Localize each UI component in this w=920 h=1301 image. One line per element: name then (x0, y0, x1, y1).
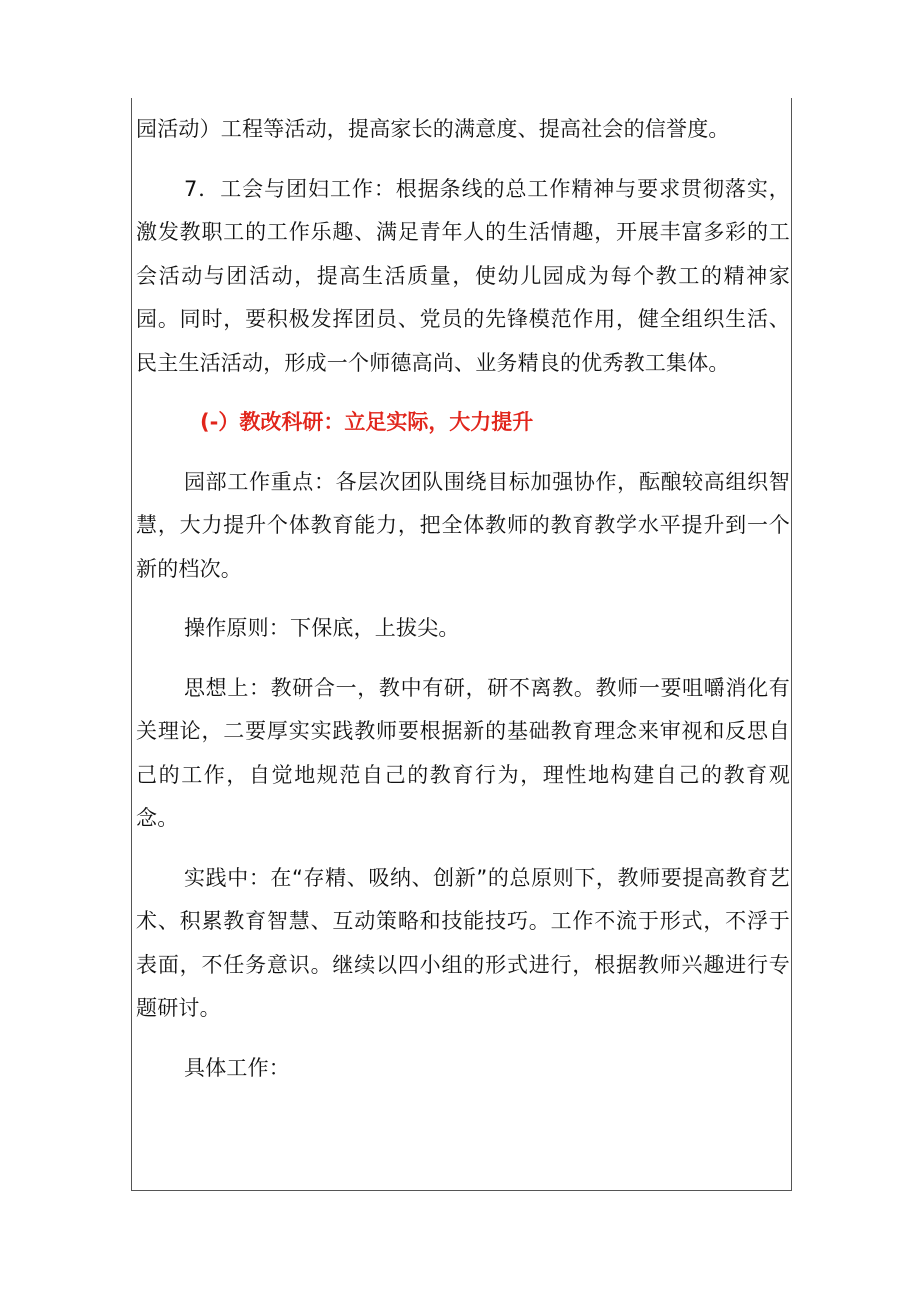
paragraph-principle: 操作原则：下保底，上拔尖。 (184, 616, 460, 640)
paragraph-work-focus: 园部工作重点：各层次团队围绕目标加强协作，酝酿较高组织智慧，大力提升个体教育能力，把全体教师的教育教学水平提升到一个新的档次。 (136, 469, 790, 581)
paragraph-union-work: 7．工会与团妇工作：根据条线的总工作精神与要求贯彻落实，激发教职工的工作乐趣、满足青年人的生活情趣，开展丰富多彩的工会活动与团活动，提高生活质量，使幼儿园成为每个教工的精神家园。同时，要积极发挥团员、党员的先锋模范作用，健全组织生活、民主生活活动，形成一个师德高尚、业务精良的优秀教工集体。 (136, 176, 790, 375)
document-body (136, 108, 790, 1106)
section-heading: (-）教改科研：立足实际，大力提升 (200, 410, 534, 434)
paragraph-thinking: 思想上：教研合一，教中有研，研不离教。教师一要咀嚼消化有关理论，二要厚实实践教师要根据新的基础教育理念来审视和反思自己的工作，自觉地规范自己的教育行为，理性地构建自己的教育观念。 (136, 675, 790, 830)
paragraph-continued: 园活动）工程等活动，提高家长的满意度、提高社会的信誉度。 (136, 117, 730, 141)
paragraph-practice: 实践中：在“存精、吸纳、创新”的总原则下，教师要提高教育艺术、积累教育智慧、互动策略和技能技巧。工作不流于形式，不浮于表面，不任务意识。继续以四小组的形式进行，根据教师兴趣进行专题研讨。 (136, 865, 790, 1020)
paragraph-specific-work: 具体工作： (184, 1055, 290, 1080)
